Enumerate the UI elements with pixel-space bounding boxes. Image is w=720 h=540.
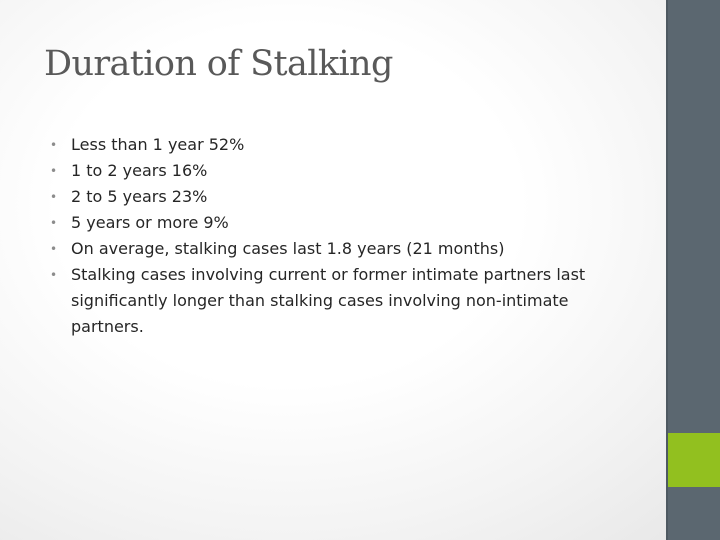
- bullet-icon: •: [50, 268, 58, 282]
- bullet-icon: •: [50, 216, 58, 230]
- bullet-item: [50, 184, 620, 210]
- bullet-item: [50, 262, 620, 340]
- bullet-list: [50, 132, 620, 340]
- bullet-item: [50, 158, 620, 184]
- bullet-icon: •: [50, 242, 58, 256]
- bullet-item: [50, 132, 620, 158]
- bullet-text: 2 to 5 years 23%: [71, 187, 208, 206]
- bullet-text: Stalking cases involving current or former intimate partners last significantly longer than stalking cases involving non-intimate partners.: [71, 265, 586, 336]
- bullet-icon: •: [50, 138, 58, 152]
- bullet-text: 5 years or more 9%: [71, 213, 229, 232]
- bullet-icon: •: [50, 164, 58, 178]
- bullet-icon: •: [50, 190, 58, 204]
- bullet-item: [50, 210, 620, 236]
- slide-title: Duration of Stalking: [44, 44, 393, 84]
- bullet-item: [50, 236, 620, 262]
- bullet-text: 1 to 2 years 16%: [71, 161, 208, 180]
- bullet-text: Less than 1 year 52%: [71, 135, 245, 154]
- accent-block: [668, 433, 720, 487]
- bullet-text: On average, stalking cases last 1.8 years (21 months): [71, 239, 505, 258]
